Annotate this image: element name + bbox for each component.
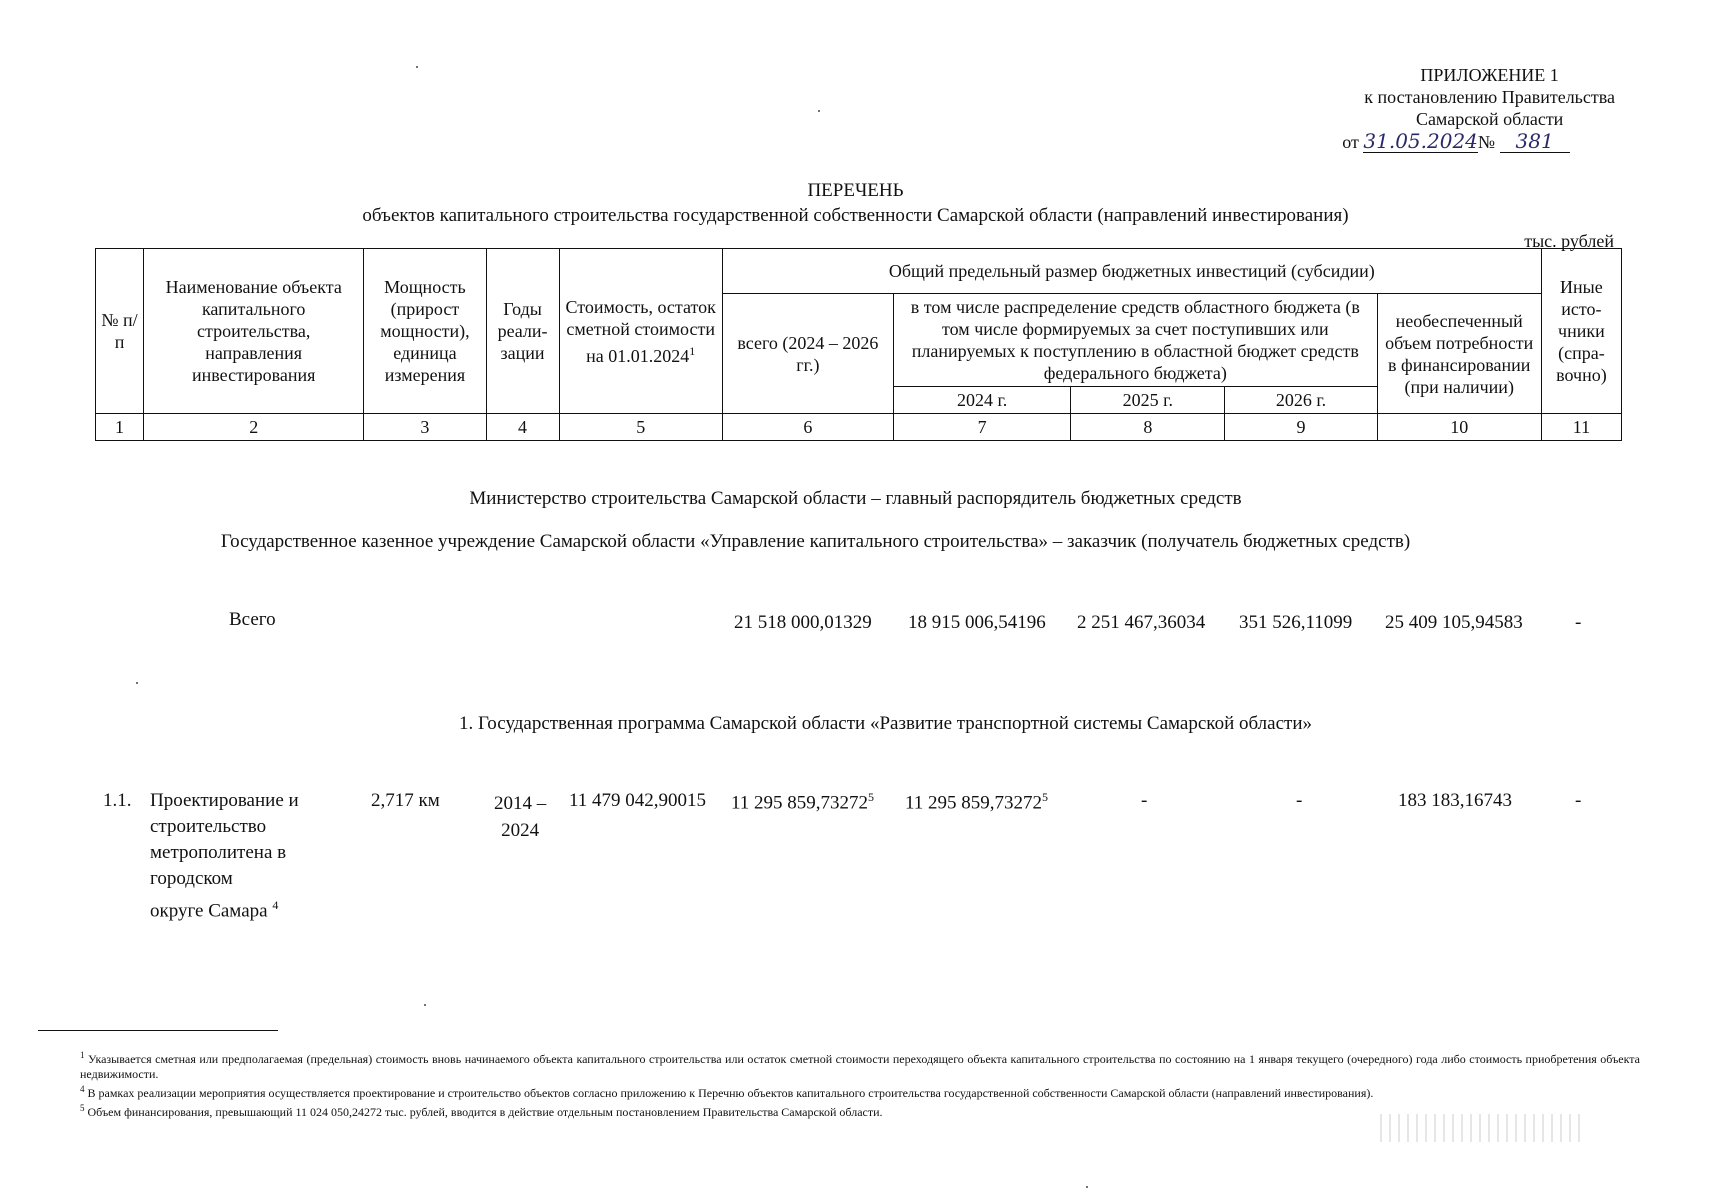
item-2024: 11 295 859,73272$^5$ bbox=[905, 790, 1049, 814]
item-name-line: метрополитена в bbox=[150, 842, 287, 863]
column-number: 2 bbox=[144, 414, 364, 441]
appendix-line-3: Самарской области bbox=[1415, 109, 1564, 129]
appendix-line-2: к постановлению Правительства bbox=[1364, 87, 1615, 107]
header-group-total: Общий предельный размер бюджетных инвестиций (субсидии) bbox=[722, 249, 1541, 294]
appendix-date-line bbox=[1342, 130, 1615, 153]
number-prefix: № bbox=[1477, 132, 1496, 152]
item-number: 1.1. bbox=[103, 790, 132, 811]
scan-speck bbox=[818, 110, 820, 112]
header-year-2026: 2026 г. bbox=[1225, 387, 1377, 414]
footnote-5: $^5$ Объем финансирования, превышающий 11 024 050,24272 тыс. рублей, вводится в действие отдельным постановлением Правительства Самарской области. bbox=[80, 1103, 883, 1119]
column-number: 11 bbox=[1541, 414, 1621, 441]
item-name bbox=[150, 788, 299, 924]
column-number: 3 bbox=[364, 414, 486, 441]
total-2025: 351 526,11099 bbox=[1239, 612, 1353, 633]
item-name-line: округе Самара $^4$ bbox=[150, 898, 279, 922]
customer-line: Государственное казенное учреждение Самарской области «Управление капитального строительства» – заказчик (получатель бюджетных средств) bbox=[220, 531, 1411, 552]
item-other: - bbox=[1575, 790, 1582, 811]
header-table bbox=[95, 248, 1622, 441]
footnote-4: $^4$ В рамках реализации мероприятия осуществляется проектирование и строительство объектов согласно приложению к Перечню объектов капитального строительства государственной собственности Самарской области (направлений инвестирования). bbox=[80, 1084, 1374, 1100]
header-col-name: Наименование объекта капитального строительства, направления инвестирования bbox=[144, 249, 364, 414]
header-col-capacity: Мощность (прирост мощности), единица измерения bbox=[364, 249, 486, 414]
item-2025: - bbox=[1141, 790, 1148, 811]
column-number: 9 bbox=[1225, 414, 1377, 441]
item-name-line: строительство bbox=[150, 816, 267, 837]
column-number: 4 bbox=[486, 414, 559, 441]
total-label: Всего bbox=[229, 609, 276, 630]
column-number: 6 bbox=[722, 414, 893, 441]
handwritten-date: 31.05.2024 bbox=[1363, 129, 1478, 153]
footnote-divider bbox=[38, 1030, 278, 1031]
item-capacity: 2,717 км bbox=[371, 790, 440, 811]
item-years: 2014 – 2024 bbox=[494, 793, 547, 841]
column-number: 1 bbox=[96, 414, 144, 441]
footnote-1: $^1$ Указывается сметная или предполагаемая (предельная) стоимость вновь начинаемого объекта капитального строительства или остаток сметной стоимости переходящего объекта капитального строительства по состоянию на 1 января текущего (очередного) года либо стоимость приобретения объекта недвижимости. bbox=[80, 1050, 1640, 1081]
scan-speck bbox=[424, 1004, 426, 1006]
footnotes bbox=[80, 1048, 1640, 1120]
header-col-cost: Стоимость, остаток сметной стоимости на 01.01.2024$^1$ bbox=[559, 249, 722, 414]
header-col-years: Годы реали-зации bbox=[486, 249, 559, 414]
item-2026: - bbox=[1296, 790, 1303, 811]
date-prefix: от bbox=[1342, 132, 1359, 152]
header-col-num: № п/п bbox=[96, 249, 144, 414]
column-number: 7 bbox=[894, 414, 1071, 441]
total-all: 18 915 006,54196 bbox=[908, 612, 1046, 633]
header-year-2025: 2025 г. bbox=[1071, 387, 1225, 414]
document-title: ПЕРЕЧЕНЬ bbox=[807, 180, 904, 201]
header-col-other: Иные исто-чники (спра-вочно) bbox=[1541, 249, 1621, 414]
ministry-line: Министерство строительства Самарской области – главный распорядитель бюджетных средств bbox=[469, 488, 1242, 509]
total-other: - bbox=[1575, 612, 1582, 633]
header-col-unsecured: необеспеченный объем потребности в финансировании (при наличии) bbox=[1377, 294, 1541, 414]
total-2024: 2 251 467,36034 bbox=[1077, 612, 1206, 633]
item-cost: 11 479 042,90015 bbox=[569, 790, 707, 811]
scan-speck bbox=[1086, 1186, 1088, 1188]
header-group-regional: в том числе распределение средств областного бюджета (в том числе формируемых за счет поступивших или планируемых к поступлению в областной бюджет средств федерального бюджета) bbox=[894, 294, 1378, 387]
appendix-block bbox=[1342, 64, 1615, 153]
header-year-2024: 2024 г. bbox=[894, 387, 1071, 414]
program-line: 1. Государственная программа Самарской области «Развитие транспортной системы Самарской области» bbox=[458, 713, 1312, 734]
appendix-title: ПРИЛОЖЕНИЕ 1 bbox=[1420, 65, 1559, 85]
item-all: 11 295 859,73272$^5$ bbox=[731, 790, 875, 814]
total-2026: 25 409 105,94583 bbox=[1385, 612, 1523, 633]
handwritten-number: 381 bbox=[1500, 130, 1570, 153]
column-number: 8 bbox=[1071, 414, 1225, 441]
scan-speck bbox=[136, 682, 138, 684]
total-cost: 21 518 000,01329 bbox=[734, 612, 872, 633]
scan-noise bbox=[1380, 1114, 1580, 1142]
scan-speck bbox=[416, 66, 418, 68]
column-number: 10 bbox=[1377, 414, 1541, 441]
document-subtitle: объектов капитального строительства государственной собственности Самарской области (направлений инвестирования) bbox=[362, 205, 1349, 226]
item-name-line: городском bbox=[150, 868, 233, 889]
column-number: 5 bbox=[559, 414, 722, 441]
header-col-all: всего (2024 – 2026 гг.) bbox=[722, 294, 893, 414]
units-label: тыс. рублей bbox=[1524, 231, 1614, 251]
item-name-line: Проектирование и bbox=[150, 790, 299, 811]
item-unsecured: 183 183,16743 bbox=[1398, 790, 1512, 811]
footnote-ref: 4 bbox=[272, 898, 279, 912]
